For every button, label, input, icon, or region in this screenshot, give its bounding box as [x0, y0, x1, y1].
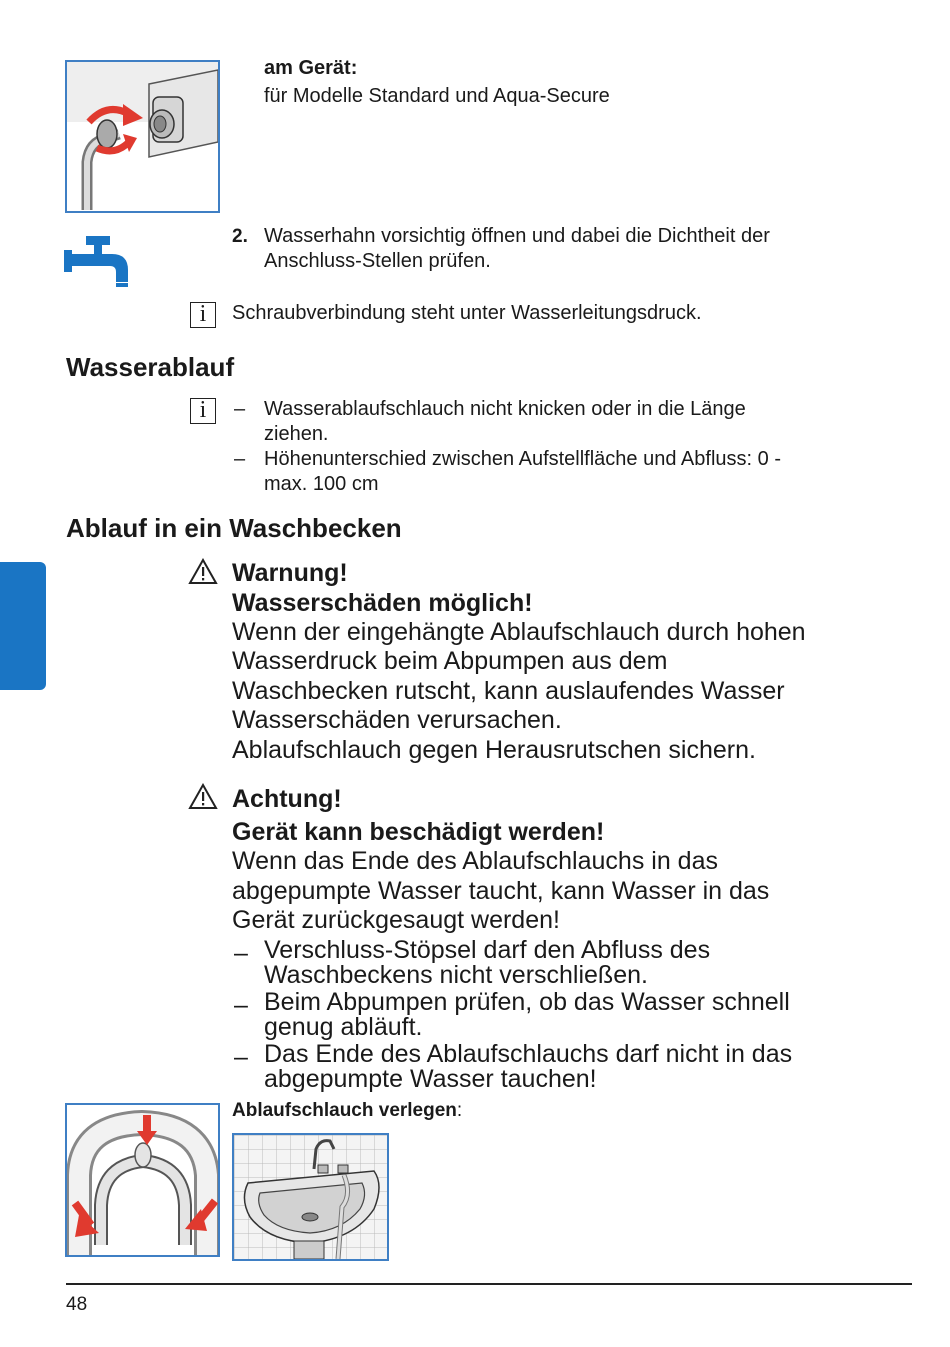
caution-bullet-3-line-2: abgepumpte Wasser tauchen!	[264, 1065, 597, 1093]
section-tab-marker	[0, 562, 46, 690]
warning-line: Ablaufschlauch gegen Herausrutschen sichern.	[232, 736, 756, 764]
caution-line: Gerät zurückgesaugt werden!	[232, 906, 560, 934]
list-dash: –	[234, 398, 246, 420]
page-number: 48	[66, 1294, 88, 1315]
washbasin-illustration	[232, 1133, 389, 1261]
caution-title: Achtung!	[232, 785, 342, 813]
list-dash: –	[234, 448, 246, 470]
list-dash: –	[234, 1043, 248, 1071]
model-variants-text: für Modelle Standard und Aqua-Secure	[264, 85, 610, 107]
warning-line: Wenn der eingehängte Ablaufschlauch durch hohen	[232, 618, 806, 646]
caution-bullet-1-line-1: Verschluss-Stöpsel darf den Abfluss des	[264, 936, 711, 964]
drain-note-2-line-1: Höhenunterschied zwischen Aufstellfläche und Abfluss: 0 -	[264, 448, 781, 470]
step-2-line-2: Anschluss-Stellen prüfen.	[264, 250, 491, 272]
warning-line: Wasserdruck beim Abpumpen aus dem	[232, 647, 668, 675]
warning-triangle-icon	[188, 558, 218, 586]
list-dash: –	[234, 939, 248, 967]
hose-connection-illustration	[65, 60, 220, 213]
drain-note-1-line-2: ziehen.	[264, 423, 329, 445]
lay-hose-colon: :	[456, 1100, 463, 1121]
list-dash: –	[234, 991, 248, 1019]
caution-line: Wenn das Ende des Ablaufschlauchs in das	[232, 847, 718, 875]
caution-bullet-3-line-1: Das Ende des Ablaufschlauchs darf nicht in das	[264, 1040, 793, 1068]
lay-hose-label	[232, 1098, 462, 1123]
info-icon: i	[190, 302, 216, 328]
info-icon: i	[190, 398, 216, 424]
caution-line: abgepumpte Wasser taucht, kann Wasser in das	[232, 877, 770, 905]
caution-bullet-1-line-2: Waschbeckens nicht verschließen.	[264, 961, 648, 989]
warning-line: Wasserschäden verursachen.	[232, 706, 562, 734]
lay-hose-label-text: Ablaufschlauch verlegen	[232, 1100, 457, 1121]
appliance-label: am Gerät:	[264, 57, 358, 79]
caution-bullet-2-line-2: genug abläuft.	[264, 1013, 423, 1041]
hose-bracket-illustration	[65, 1103, 220, 1257]
warning-title: Warnung!	[232, 559, 348, 587]
drain-note-1-line-1: Wasserablaufschlauch nicht knicken oder in die Länge	[264, 398, 746, 420]
caution-subtitle: Gerät kann beschädigt werden!	[232, 818, 605, 846]
step-number: 2.	[232, 226, 248, 247]
drain-note-2-line-2: max. 100 cm	[264, 473, 379, 495]
pressure-note: Schraubverbindung steht unter Wasserleitungsdruck.	[232, 302, 702, 324]
footer-divider	[66, 1283, 912, 1285]
caution-bullet-2-line-1: Beim Abpumpen prüfen, ob das Wasser schnell	[264, 988, 790, 1016]
step-2-line-1: Wasserhahn vorsichtig öffnen und dabei die Dichtheit der	[264, 225, 770, 247]
warning-triangle-icon	[188, 783, 218, 811]
warning-subtitle: Wasserschäden möglich!	[232, 589, 533, 617]
section-heading-wasserablauf: Wasserablauf	[66, 352, 235, 382]
section-heading-waschbecken: Ablauf in ein Waschbecken	[66, 513, 402, 543]
warning-line: Waschbecken rutscht, kann auslaufendes Wasser	[232, 677, 785, 705]
water-tap-icon	[64, 236, 132, 288]
